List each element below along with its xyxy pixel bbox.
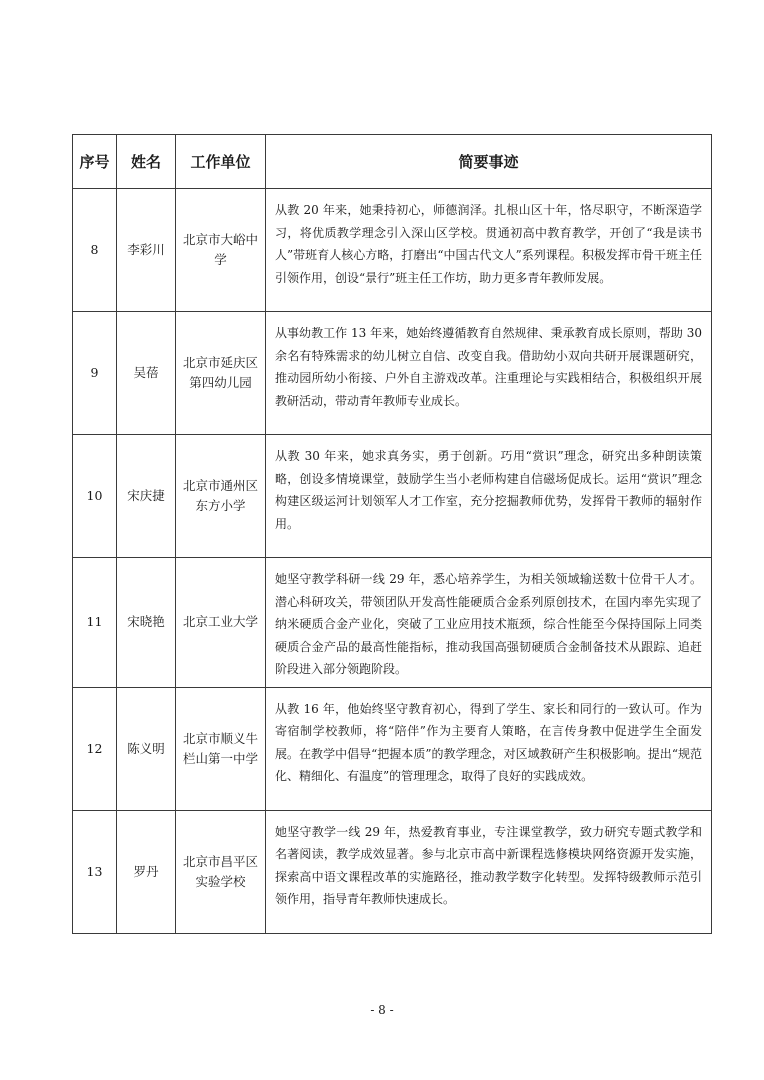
row-number: 8 <box>73 189 117 312</box>
row-description <box>266 435 712 558</box>
table-row <box>73 558 712 688</box>
row-description <box>266 312 712 435</box>
row-description <box>266 687 712 810</box>
table-row <box>73 435 712 558</box>
row-description-text: 从教 20 年来，她秉持初心，师德润泽。扎根山区十年，恪尽职守，不断深造学习，将优质教学理念引入深山区学校。贯通初高中教育教学，开创了“我是读书人”带班育人核心方略，打磨出“中国古代文人”系列课程。积极发挥市骨干班主任引领作用，创设“景行”班主任工作坊，助力更多青年教师发展。 <box>275 203 702 285</box>
row-name: 宋晓艳 <box>117 558 176 688</box>
row-work-unit: 北京市通州区东方小学 <box>176 435 266 558</box>
row-name: 吴蓓 <box>117 312 176 435</box>
row-description-text: 从教 30 年来，她求真务实，勇于创新。巧用“赏识”理念，研究出多种朗读策略，创设多情境课堂，鼓励学生当小老师构建自信磁场促成长。运用“赏识”理念构建区级运河计划领军人才工作室，充分挖掘教师优势，发挥骨干教师的辐射作用。 <box>275 449 702 531</box>
table-row <box>73 189 712 312</box>
row-number: 12 <box>73 687 117 810</box>
row-description-text: 她坚守教学一线 29 年，热爱教育事业，专注课堂教学，致力研究专题式教学和名著阅读，教学成效显著。参与北京市高中新课程选修模块网络资源开发实施，探索高中语文课程改革的实施路径，推动教学数字化转型。发挥特级教师示范引领作用，指导青年教师快速成长。 <box>275 824 702 906</box>
page-number: - 8 - <box>370 1003 394 1017</box>
row-work-unit: 北京市延庆区第四幼儿园 <box>176 312 266 435</box>
header-work-unit: 工作单位 <box>176 135 266 189</box>
row-description <box>266 558 712 688</box>
row-name: 陈义明 <box>117 687 176 810</box>
row-name: 宋庆捷 <box>117 435 176 558</box>
row-description <box>266 189 712 312</box>
header-number: 序号 <box>73 135 117 189</box>
row-work-unit: 北京工业大学 <box>176 558 266 688</box>
row-work-unit: 北京市大峪中学 <box>176 189 266 312</box>
row-description-text: 她坚守教学科研一线 29 年，悉心培养学生，为相关领域输送数十位骨干人才。潜心科研攻关，带领团队开发高性能硬质合金系列原创技术，在国内率先实现了纳米硬质合金产业化，突破了工业应用技术瓶颈，综合性能至今保持国际上同类硬质合金产品的最高性能指标，推动我国高强韧硬质合金制备技术从跟踪、追赶阶段进入部分领跑阶段。 <box>275 572 702 676</box>
row-name: 罗丹 <box>117 810 176 933</box>
row-number: 13 <box>73 810 117 933</box>
row-description-text: 从教 16 年，他始终坚守教育初心，得到了学生、家长和同行的一致认可。作为寄宿制学校教师，将“陪伴”作为主要育人策略，在言传身教中促进学生全面发展。在教学中倡导“把握本质”的教学理念，对区域教研产生积极影响。提出“规范化、精细化、有温度”的管理理念，取得了良好的实践成效。 <box>275 701 702 783</box>
honoree-table <box>72 134 712 934</box>
row-work-unit: 北京市顺义牛栏山第一中学 <box>176 687 266 810</box>
honoree-table-container <box>72 134 711 934</box>
row-number: 10 <box>73 435 117 558</box>
header-name: 姓名 <box>117 135 176 189</box>
table-row <box>73 810 712 933</box>
row-number: 9 <box>73 312 117 435</box>
table-header-row <box>73 135 712 189</box>
header-brief-deeds: 简要事迹 <box>266 135 712 189</box>
row-description-text: 从事幼教工作 13 年来，她始终遵循教育自然规律、秉承教育成长原则，帮助 30 余名有特殊需求的幼儿树立自信、改变自我。借助幼小双向共研开展课题研究，推动园所幼小衔接、户外自主游戏改革。注重理论与实践相结合，积极组织开展教研活动，带动青年教师专业成长。 <box>275 326 702 408</box>
row-name: 李彩川 <box>117 189 176 312</box>
table-row <box>73 312 712 435</box>
row-work-unit: 北京市昌平区实验学校 <box>176 810 266 933</box>
row-number: 11 <box>73 558 117 688</box>
table-row <box>73 687 712 810</box>
row-description <box>266 810 712 933</box>
